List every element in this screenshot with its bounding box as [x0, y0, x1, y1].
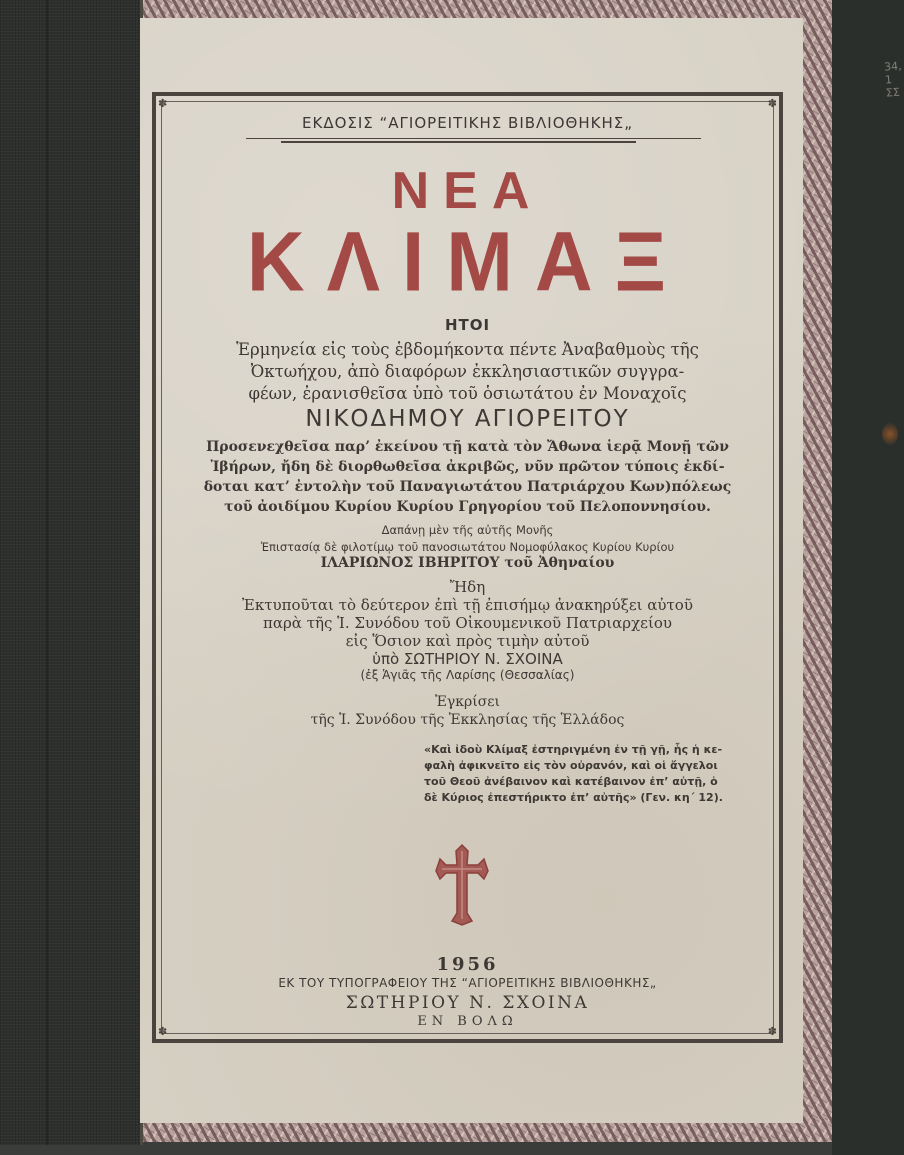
corner-ornament-icon: ✽ [158, 97, 168, 110]
quote-line: τοῦ Θεοῦ ἀνέβαινον καὶ κατέβαινον ἐπ’ αὐτῇ, ὁ [424, 775, 718, 788]
reprint-line: εἰς Ὅσιον καὶ πρὸς τιμὴν αὐτοῦ [345, 632, 590, 650]
marbled-edge-right [800, 0, 832, 1150]
cross-icon [434, 843, 490, 927]
approval-heading: Ἐγκρίσει [434, 694, 501, 710]
presentation-line: Ἰβήρων, ἤδη δὲ διορθωθεῖσα ἀκριβῶς, νῦν πρῶτον τύποις ἐκδί- [210, 459, 725, 475]
quote-line: δὲ Κύριος ἐπεστήρικτο ἐπ’ αὐτῆς» (Γεν. κη΄ 12). [424, 791, 723, 804]
quote-line: φαλὴ ἀφικνεῖτο εἰς τὸν οὐρανόν, καὶ οἱ ἄγγελοι [424, 759, 718, 772]
approval-line: τῆς Ἱ. Συνόδου τῆς Ἐκκλησίας τῆς Ἑλλάδος [310, 712, 625, 728]
description-line: Ὀκτωήχου, ἀπὸ διαφόρων ἐκκλησιαστικῶν συγγρα- [250, 362, 685, 381]
spine-fold [46, 0, 48, 1145]
author-name: ΝΙΚΟΔΗΜΟΥ ΑΓΙΟΡΕΙΤΟΥ [305, 406, 630, 432]
presentation-line: δοται κατ’ ἐντολὴν τοῦ Παναγιωτάτου Πατριάρχου Κων)πόλεως [203, 479, 732, 495]
publisher-rule [281, 141, 636, 143]
title-line-1: ΝΕΑ [391, 162, 544, 220]
corner-ornament-icon: ✽ [158, 1025, 168, 1038]
editor-name: ΙΛΑΡΙΩΝΟΣ ΙΒΗΡΙΤΟΥ τοῦ Ἀθηναίου [320, 555, 615, 571]
book-spine [0, 0, 143, 1145]
expense-line: Ἐπιστασίᾳ δὲ φιλοτίμῳ τοῦ πανοσιωτάτου Νομοφύλακος Κυρίου Κυρίου [260, 540, 675, 554]
reprint-publisher: ὑπὸ ΣΩΤΗΡΙΟΥ Ν. ΣΧΟΙΝΑ [372, 650, 563, 668]
reprint-line: παρὰ τῆς Ἱ. Συνόδου τοῦ Οἰκουμενικοῦ Πατριαρχείου [263, 614, 672, 632]
reprint-origin: (ἐξ Ἁγιᾶς τῆς Λαρίσης (Θεσσαλίας) [360, 668, 575, 682]
publication-place: ΕΝ ΒΟΛΩ [417, 1014, 518, 1029]
printer-line: ΕΚ ΤΟΥ ΤΥΠΟΓΡΑΦΕΙΟΥ ΤΗΣ “ΑΓΙΟΡΕΙΤΙΚΗΣ ΒΙΒΛΙΟΘΗΚΗΣ„ [278, 976, 657, 990]
publisher-line: ΕΚΔΟΣΙΣ “ΑΓΙΟΡΕΙΤΙΚΗΣ ΒΙΒΛΙΟΘΗΚΗΣ„ [302, 114, 633, 132]
quote-line: «Καὶ ἰδοὺ Κλίμαξ ἐστηριγμένη ἐν τῇ γῇ, ἧς ἡ κε- [424, 743, 723, 756]
description-line: φέων, ἐρανισθεῖσα ὑπὸ τοῦ ὁσιωτάτου ἐν Μοναχοῖς [248, 384, 687, 403]
ede-heading: Ἤδη [449, 578, 486, 596]
corner-ornament-icon: ✽ [767, 1025, 777, 1038]
reprint-line: Ἐκτυποῦται τὸ δεύτερον ἐπὶ τῇ ἐπισήμῳ ἀνακηρύξει αὐτοῦ [242, 596, 693, 614]
publication-year: 1956 [436, 954, 499, 975]
description-line: Ἑρμηνεία εἰς τοὺς ἑβδομήκοντα πέντε Ἀναβαθμοὺς τῆς [236, 340, 699, 359]
title-frame [152, 92, 783, 1043]
scripture-quote [424, 742, 764, 806]
presentation-line: Προσενεχθεῖσα παρ’ ἐκείνου τῇ κατὰ τὸν Ἄθωνα ἱερᾷ Μονῇ τῶν [206, 439, 729, 455]
title-line-2: ΚΛΙΜΑΞ [246, 214, 689, 309]
expense-line: Δαπάνῃ μὲν τῆς αὐτῆς Μονῆς [381, 523, 554, 537]
subtitle-htoi: ΗΤΟΙ [444, 316, 491, 334]
presentation-line: τοῦ ἀοιδίμου Κυρίου Κυρίου Γρηγορίου τοῦ Πελοποννησίου. [224, 499, 711, 515]
foxing-stain [882, 423, 898, 445]
printer-name: ΣΩΤΗΡΙΟΥ Ν. ΣΧΟΙΝΑ [345, 993, 590, 1013]
pencil-note: 34, 1 ΣΣ [883, 59, 903, 100]
publisher-rule [246, 138, 701, 139]
corner-ornament-icon: ✽ [767, 97, 777, 110]
